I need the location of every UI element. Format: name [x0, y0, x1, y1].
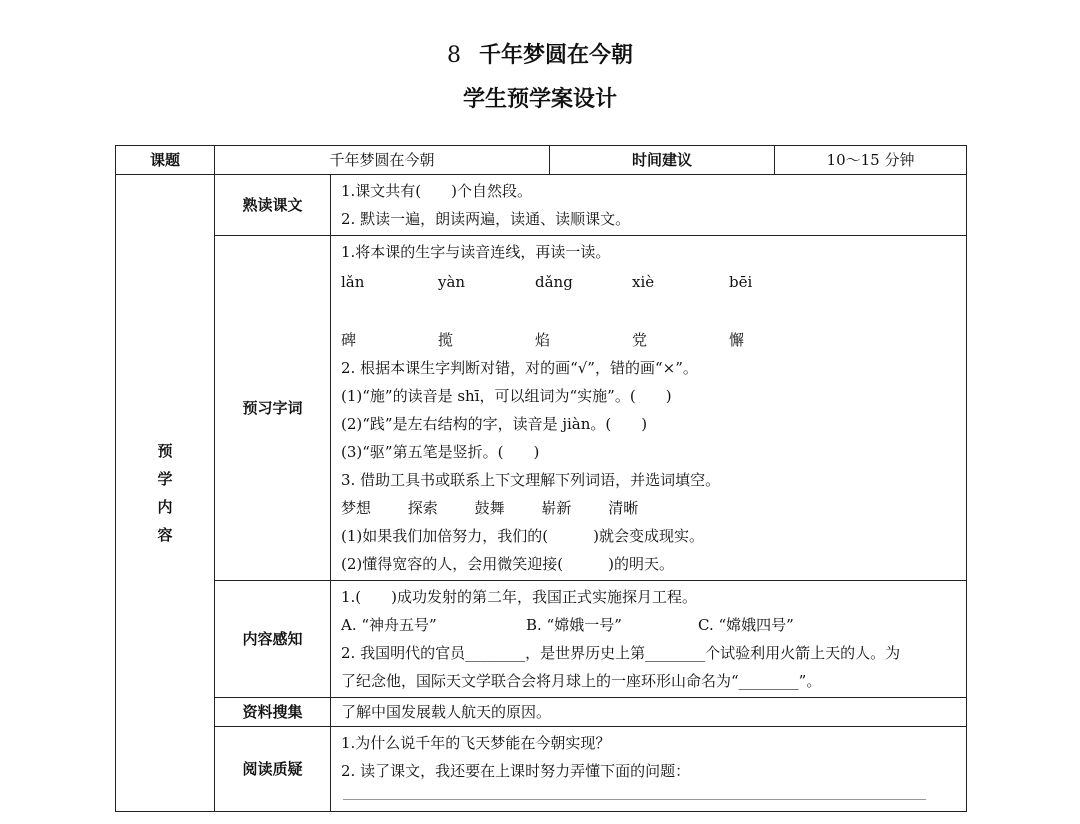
- page-subtitle: 学生预学案设计: [462, 87, 617, 112]
- fill-item: (2)懂得宽容的人，会用微笑迎接( )的明天。: [341, 555, 674, 573]
- char-row: [341, 326, 956, 354]
- judge-item: (1)“施”的读音是 shī，可以组词为“实施”。( ): [341, 387, 672, 405]
- pinyin-item: lǎn: [341, 273, 365, 291]
- side-label: [116, 175, 215, 812]
- side-char: 预: [157, 442, 173, 460]
- word-item: 梦想: [341, 499, 372, 517]
- char-item: 焰: [535, 331, 551, 349]
- question-line: 2. 读了课文，我还要在上课时努力弄懂下面的问题：: [341, 762, 691, 780]
- answer-line: [343, 799, 926, 800]
- study-plan-table: [115, 145, 967, 812]
- option-b: B. “嫦娥一号”: [526, 616, 622, 634]
- judge-item: (3)“驱”第五笔是竖折。( ): [341, 443, 540, 461]
- reading-content: [331, 175, 967, 236]
- content-q2-cont: 了纪念他，国际天文学联合会将月球上的一座环形山命名为“________”。: [341, 672, 822, 690]
- lesson-number: 8: [446, 43, 461, 68]
- vocab-content: [331, 236, 967, 581]
- vocab-row: [116, 236, 967, 581]
- side-char: 内: [157, 498, 173, 516]
- content-row: [116, 581, 967, 698]
- reading-line: 1.课文共有( )个自然段。: [341, 182, 533, 200]
- char-item: 党: [632, 331, 648, 349]
- research-text: 了解中国发展载人航天的原因。: [331, 698, 967, 727]
- content-q1: 1.( )成功发射的第二年，我国正式实施探月工程。: [341, 588, 698, 606]
- content-content: [331, 581, 967, 698]
- word-item: 鼓舞: [474, 499, 505, 517]
- lesson-title: [0, 38, 1080, 69]
- questions-row: [116, 727, 967, 812]
- word-item: 崭新: [541, 499, 572, 517]
- words-title: 3. 借助工具书或联系上下文理解下列词语，并选词填空。: [341, 471, 721, 489]
- pinyin-item: xiè: [632, 273, 655, 291]
- char-item: 碑: [341, 331, 357, 349]
- vocab-intro: 1.将本课的生字与读音连线，再读一读。: [341, 243, 611, 261]
- pinyin-item: bēi: [729, 273, 753, 291]
- content-q2: 2. 我国明代的官员________，是世界历史上第________个试验利用火箭上天的人。为: [341, 644, 901, 662]
- lesson-title-text: 千年梦圆在今朝: [478, 43, 633, 68]
- judge-title: 2. 根据本课生字判断对错，对的画“√”，错的画“×”。: [341, 359, 698, 377]
- reading-line: 2. 默读一遍，朗读两遍，读通、读顺课文。: [341, 210, 631, 228]
- questions-content: [331, 727, 967, 812]
- fill-item: (1)如果我们加倍努力，我们的( )就会变成现实。: [341, 527, 704, 545]
- reading-label: 熟读课文: [215, 175, 331, 236]
- char-item: 懈: [729, 331, 745, 349]
- content-label: 内容感知: [215, 581, 331, 698]
- side-char: 学: [157, 470, 173, 488]
- vocab-label: 预习字词: [215, 236, 331, 581]
- option-c: C. “嫦娥四号”: [698, 616, 794, 634]
- option-a: A. “神舟五号”: [341, 616, 437, 634]
- pinyin-row: [341, 268, 956, 296]
- header-row: [116, 146, 967, 175]
- research-row: [116, 698, 967, 727]
- topic-value: 千年梦圆在今朝: [215, 146, 550, 175]
- word-item: 探索: [407, 499, 438, 517]
- time-value: 10～15 分钟: [775, 146, 967, 175]
- time-label: 时间建议: [550, 146, 775, 175]
- questions-label: 阅读质疑: [215, 727, 331, 812]
- word-list: [341, 494, 956, 522]
- side-char: 容: [157, 526, 173, 544]
- question-line: 1.为什么说千年的飞天梦能在今朝实现？: [341, 734, 611, 752]
- topic-label: 课题: [116, 146, 215, 175]
- char-item: 揽: [438, 331, 454, 349]
- judge-item: (2)“践”是左右结构的字，读音是 jiàn。( ): [341, 415, 648, 433]
- reading-row: [116, 175, 967, 236]
- research-label: 资料搜集: [215, 698, 331, 727]
- pinyin-item: dǎng: [535, 273, 573, 291]
- word-item: 清晰: [608, 499, 639, 517]
- pinyin-item: yàn: [438, 273, 466, 291]
- content-options: [341, 611, 956, 639]
